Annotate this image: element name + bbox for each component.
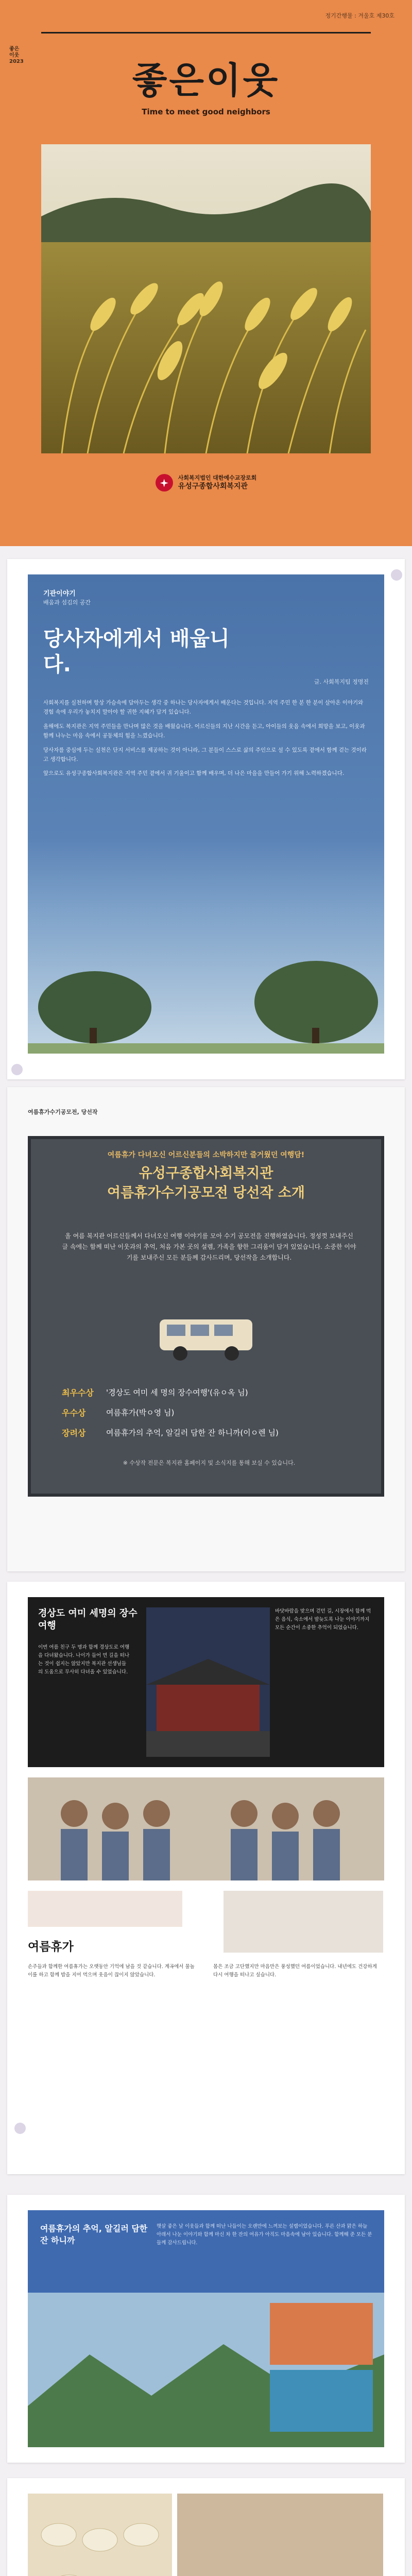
award-row xyxy=(62,1386,356,1398)
article3-col2: 바닷바람을 맞으며 걷던 길, 시장에서 함께 먹은 음식, 숙소에서 밤늦도록 나눈 이야기까지 모든 순간이 소중한 추억이 되었습니다. xyxy=(275,1608,371,1631)
trip-side-photo xyxy=(28,1891,182,1927)
chalkboard-panel xyxy=(28,1136,384,1497)
award-label: 최우수상 xyxy=(62,1388,94,1398)
cover-title: 좋은이웃 xyxy=(132,59,280,101)
article1-body xyxy=(43,698,369,783)
award-row xyxy=(62,1427,356,1438)
cover-issue-label: 정기간행물 : 겨울호 제30호 xyxy=(325,12,394,19)
decor-dot xyxy=(391,569,402,581)
article1-paragraph: 올해에도 복지관은 지역 주민들을 만나며 많은 것을 배웠습니다. 어르신들의 지난 시간을 듣고, 아이들의 웃음 속에서 희망을 보고, 이웃과 함께 나누는 마음 속에서 공동체의 힘을 느꼈습니다. xyxy=(43,723,365,739)
article1-title: 당사자에게서 배웁니다. xyxy=(43,627,230,676)
songpyeon-photo xyxy=(28,2494,172,2576)
article1-hero xyxy=(28,574,384,1054)
article2-title-line2: 여름휴가수기공모전 당선작 소개 xyxy=(107,1184,305,1201)
cover-org-line1: 사회복지법인 대한예수교장로회 xyxy=(178,474,257,481)
cover-divider xyxy=(41,32,371,33)
article-summer-trip xyxy=(7,1582,405,2174)
article-writing-contest xyxy=(7,1087,405,1571)
cover-section xyxy=(0,0,412,546)
cover-org-logo xyxy=(0,474,412,492)
article1-tag-sub: 배움과 섬김의 공간 xyxy=(43,599,91,606)
group-trip-photos xyxy=(28,1777,384,1880)
article1-paragraph: 앞으로도 유성구종합사회복지관은 지역 주민 곁에서 귀 기울이고 함께 배우며, 더 나은 마을을 만들어 가기 위해 노력하겠습니다. xyxy=(43,770,345,777)
chuseok-event-photo xyxy=(177,2494,383,2576)
travel-bus-icon xyxy=(154,1309,258,1366)
article2-title xyxy=(31,1164,381,1203)
article2-title-line1: 유성구종합사회복지관 xyxy=(139,1165,273,1181)
article1-paragraph: 당사자를 중심에 두는 실천은 단지 서비스를 제공하는 것이 아니라, 그 분들이 스스로 삶의 주인으로 설 수 있도록 곁에서 함께 걷는 것이라고 생각합니다. xyxy=(43,747,367,762)
article2-top-label: 여름휴가수기공모전, 당선작 xyxy=(28,1109,98,1115)
article2-footnote: ※ 수상작 전문은 복지관 홈페이지 및 소식지를 통해 보실 수 있습니다. xyxy=(123,1460,296,1466)
trip-extra-photo xyxy=(224,1891,383,1953)
cross-logo-icon xyxy=(156,474,173,492)
award-label: 장려상 xyxy=(62,1428,86,1438)
people-group-illustration xyxy=(28,1777,384,1880)
trees-silhouette-illustration xyxy=(28,951,384,1054)
award-value: '경상도 여미 세 명의 장수여행'(유ㅇ옥 님) xyxy=(106,1388,248,1397)
award-value: 여름휴가(박ㅇ영 님) xyxy=(106,1408,175,1417)
article1-tag: 기관이야기 xyxy=(43,590,76,598)
article1-paragraph: 사회복지를 실천하며 항상 가슴속에 담아두는 생각 중 하나는 당사자에게서 배운다는 것입니다. 지역 주민 한 분 한 분이 살아온 이야기와 경험 속에 우리가 놓치지 말아야 할 귀한 지혜가 담겨 있습니다. xyxy=(43,700,364,716)
trip-dark-panel xyxy=(28,1597,384,1767)
outing-blue-panel xyxy=(28,2210,384,2447)
award-value: 여름휴가의 추억, 알길러 담한 잔 하니까(이ㅇ렌 님) xyxy=(106,1428,279,1437)
article1-byline: 글. 사회복지팀 정명진 xyxy=(314,679,369,685)
article-outing xyxy=(7,2195,405,2463)
article-learn-from-clients xyxy=(7,559,405,1079)
rice-field-photo xyxy=(41,144,371,453)
cover-side-label: 좋은 이웃 2023 xyxy=(9,46,24,64)
cover-org-name xyxy=(178,474,257,492)
award-label: 우수상 xyxy=(62,1408,86,1418)
article2-intro: 올 여름 복지관 어르신들께서 다녀오신 여행 이야기를 모아 수기 공모전을 진행하였습니다. 정성껏 보내주신 글 속에는 함께 떠난 이웃과의 추억, 처음 가본 곳의 설렘, 가족을 향한 그리움이 담겨 있었습니다. 소중한 이야기를 보내주신 모든 분들께 감사드리며, 당선작을 소개합니다. xyxy=(62,1232,356,1261)
article3-title: 경상도 여미 세명의 장수여행 xyxy=(38,1608,138,1632)
article4-title: 여름휴가의 추억, 알길러 담한 잔 하니까 xyxy=(40,2224,148,2246)
rice-field-illustration xyxy=(41,144,371,453)
award-row xyxy=(62,1406,356,1418)
article3-subcol2: 몸은 조금 고단했지만 마음만은 풍성했던 여름이었습니다. 내년에도 건강하게 다시 여행을 떠나고 싶습니다. xyxy=(213,1964,377,1978)
article4-body: 햇살 좋은 날 이웃들과 함께 떠난 나들이는 오랜만에 느껴보는 설렘이었습니다. 푸른 산과 맑은 하늘 아래서 나눈 이야기와 함께 마신 차 한 잔의 여유가 아직도 마음속에 남아 있습니다. 함께해 준 모든 분들께 감사드립니다. xyxy=(157,2224,372,2246)
article3-col1: 이번 여름 친구 두 명과 함께 경상도로 여행을 다녀왔습니다. 나이가 들어 먼 길을 떠나는 것이 쉽지는 않았지만 복지관 선생님들의 도움으로 무사히 다녀올 수 있었습니다. xyxy=(38,1645,130,1675)
article-chuseok xyxy=(7,2478,405,2576)
cover-org-line2: 유성구종합사회복지관 xyxy=(178,482,248,491)
decor-dot xyxy=(14,2123,26,2134)
article2-kicker: 여름휴가 다녀오신 어르신분들의 소박하지만 즐거웠던 여행담! xyxy=(107,1151,305,1159)
article3-heading: 여름휴가 xyxy=(28,1940,74,1954)
decor-dot xyxy=(11,1064,23,1075)
cover-subtitle: Time to meet good neighbors xyxy=(142,107,270,116)
temple-photo xyxy=(146,1607,270,1757)
article3-subcol1: 손주들과 함께한 여름휴가는 오랫동안 기억에 남을 것 같습니다. 계곡에서 물놀이를 하고 함께 밥을 지어 먹으며 웃음이 끊이지 않았습니다. xyxy=(28,1964,195,1978)
award-results xyxy=(62,1386,356,1447)
mountain-landscape-photo xyxy=(28,2293,384,2447)
